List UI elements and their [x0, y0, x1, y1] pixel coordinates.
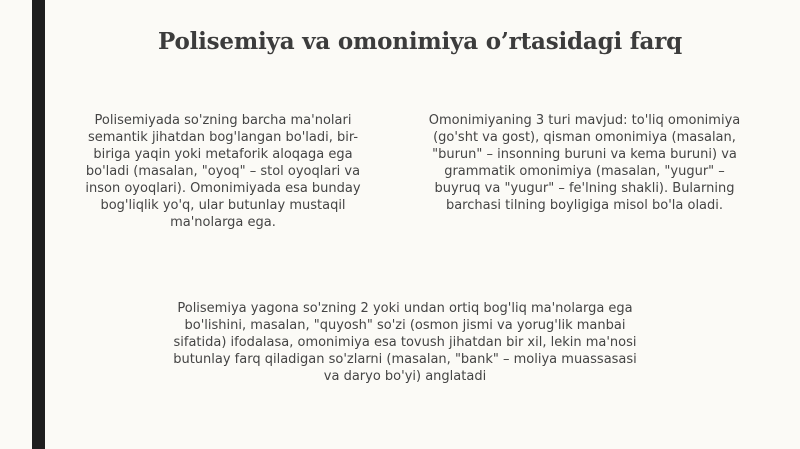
slide-title: Polisemiya va omonimiya o’rtasidagi farq [157, 28, 682, 55]
right-paragraph: Omonimiyaning 3 turi mavjud: to'liq omonimiya (go'sht va gost), qisman omonimiya (masalan, "burun" – insonning buruni va kema buruni) va grammatik omonimiya (masalan, "yugur" – buyruq va "yugur" – fe'lning shakli). Bularning barchasi tilning boyligiga misol bo'la oladi. [428, 113, 741, 213]
left-paragraph: Polisemiyada so'zning barcha ma'nolari semantik jihatdan bog'langan bo'ladi, bir- biriga yaqin yoki metaforik aloqaga ega bo'ladi (masalan, "oyoq" – stol oyoqlari va inson oyoqlari). Omonimiyada esa bunday bog'liqlik yo'q, ular butunlay mustaqil ma'nolarga ega. [85, 113, 361, 230]
accent-bar [32, 0, 45, 449]
bottom-paragraph: Polisemiya yagona so'zning 2 yoki undan ortiq bog'liq ma'nolarga ega bo'lishini, masalan, "quyosh" so'zi (osmon jismi va yorug'lik manbai sifatida) ifodalasa, omonimiya esa tovush jihatdan bir xil, lekin ma'nosi butunlay farq qiladigan so'zlarni (masalan, "bank" – moliya muassasasi va daryo bo'yi) anglatadi [173, 301, 637, 384]
